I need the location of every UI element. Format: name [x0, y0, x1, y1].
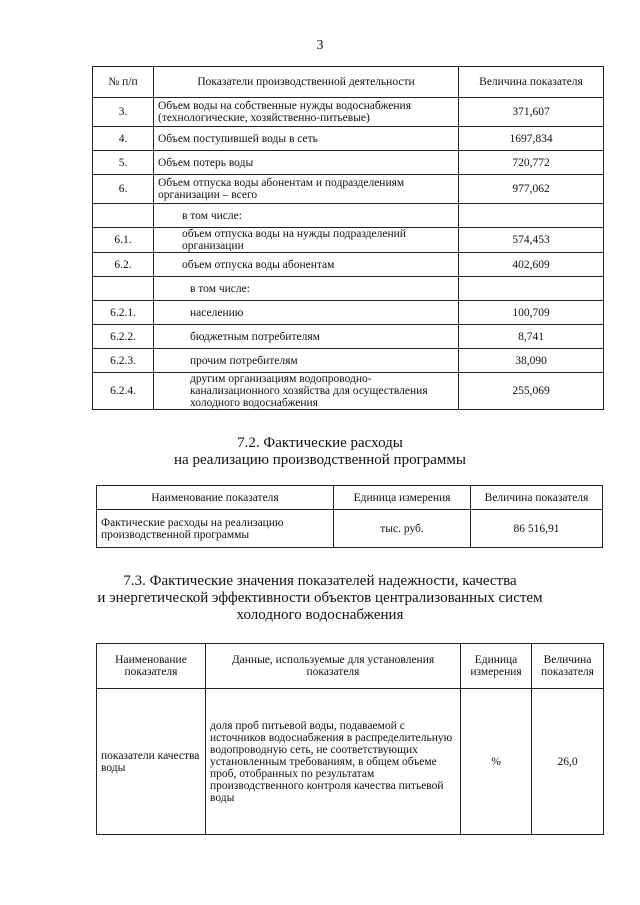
header-unit: Единица измерения — [461, 644, 532, 689]
table-row — [93, 98, 604, 127]
indicator-unit: % — [461, 689, 532, 835]
table-row — [93, 277, 604, 301]
header-name: Наименование показателя — [97, 644, 206, 689]
row-value: 402,609 — [459, 253, 604, 277]
row-label: прочим потребителям — [154, 349, 459, 373]
row-label: объем отпуска воды на нужды подразделений организации — [154, 228, 459, 253]
row-number: 6.2.2. — [93, 325, 154, 349]
table-header-row — [97, 486, 603, 510]
row-value: 38,090 — [459, 349, 604, 373]
header-data: Данные, используемые для установления показателя — [206, 644, 461, 689]
row-number: 6. — [93, 175, 154, 204]
row-label: объем отпуска воды абонентам — [154, 253, 459, 277]
row-value: 8,741 — [459, 325, 604, 349]
table-row — [97, 689, 604, 835]
cost-value: 86 516,91 — [471, 510, 603, 548]
row-label: Объем потерь воды — [154, 151, 459, 175]
section-7-2-title-line2: на реализацию производственной программы — [174, 452, 466, 468]
header-number: № п/п — [93, 67, 154, 98]
row-label: Объем воды на собственные нужды водоснабжения (технологические, хозяйственно-питьевые) — [154, 98, 459, 127]
indicator-value: 26,0 — [532, 689, 604, 835]
row-label: в том числе: — [154, 277, 459, 301]
indicator-name: показатели качества воды — [97, 689, 206, 835]
row-label: в том числе: — [154, 204, 459, 228]
section-7-3-title-line1: 7.3. Фактические значения показателей надежности, качества — [123, 573, 517, 589]
row-number: 5. — [93, 151, 154, 175]
indicator-description: доля проб питьевой воды, подаваемой с источников водоснабжения в распределительную водопроводную сеть, не соответствующих установленным требованиям, в общем объеме проб, отобранных по результатам производственного контроля качества питьевой воды — [206, 689, 461, 835]
row-value: 574,453 — [459, 228, 604, 253]
table-row — [93, 253, 604, 277]
table-row — [93, 325, 604, 349]
section-7-3-title-line3: холодного водоснабжения — [236, 607, 404, 623]
table-row — [93, 228, 604, 253]
row-value: 255,069 — [459, 373, 604, 410]
header-unit: Единица измерения — [334, 486, 471, 510]
row-number — [93, 204, 154, 228]
header-indicator: Показатели производственной деятельности — [154, 67, 459, 98]
table-row — [93, 204, 604, 228]
row-number: 6.2.1. — [93, 301, 154, 325]
table-row — [93, 175, 604, 204]
row-number: 4. — [93, 127, 154, 151]
row-number: 3. — [93, 98, 154, 127]
row-label: бюджетным потребителям — [154, 325, 459, 349]
row-value — [459, 277, 604, 301]
cost-unit: тыс. руб. — [334, 510, 471, 548]
header-value: Величина показателя — [532, 644, 604, 689]
row-value: 977,062 — [459, 175, 604, 204]
row-value: 1697,834 — [459, 127, 604, 151]
section-7-2-title-line1: 7.2. Фактические расходы — [237, 435, 403, 451]
table-row — [93, 373, 604, 410]
production-indicators-table — [92, 66, 604, 410]
table-header-row — [97, 644, 604, 689]
section-7-3-title-line2: и энергетической эффективности объектов централизованных систем — [97, 590, 543, 606]
section-7-3-title — [0, 573, 640, 624]
row-number: 6.2.3. — [93, 349, 154, 373]
row-label: другим организациям водопроводно-канализационного хозяйства для осуществления холодного водоснабжения — [154, 373, 459, 410]
row-number: 6.2.4. — [93, 373, 154, 410]
table-row — [93, 127, 604, 151]
table-row — [97, 510, 603, 548]
row-label: Объем поступившей воды в сеть — [154, 127, 459, 151]
row-value: 371,607 — [459, 98, 604, 127]
table-row — [93, 301, 604, 325]
row-value: 720,772 — [459, 151, 604, 175]
page-number: 3 — [316, 38, 324, 53]
row-value: 100,709 — [459, 301, 604, 325]
cost-name: Фактические расходы на реализацию производственной программы — [97, 510, 334, 548]
table-row — [93, 349, 604, 373]
row-value — [459, 204, 604, 228]
row-label: населению — [154, 301, 459, 325]
row-number: 6.2. — [93, 253, 154, 277]
row-label: Объем отпуска воды абонентам и подразделениям организации – всего — [154, 175, 459, 204]
table-header-row — [93, 67, 604, 98]
section-7-2-title — [0, 435, 640, 469]
row-number: 6.1. — [93, 228, 154, 253]
header-value: Величина показателя — [459, 67, 604, 98]
header-value: Величина показателя — [471, 486, 603, 510]
table-row — [93, 151, 604, 175]
row-number — [93, 277, 154, 301]
reliability-quality-table — [96, 643, 604, 835]
actual-costs-table — [96, 485, 603, 548]
header-name: Наименование показателя — [97, 486, 334, 510]
